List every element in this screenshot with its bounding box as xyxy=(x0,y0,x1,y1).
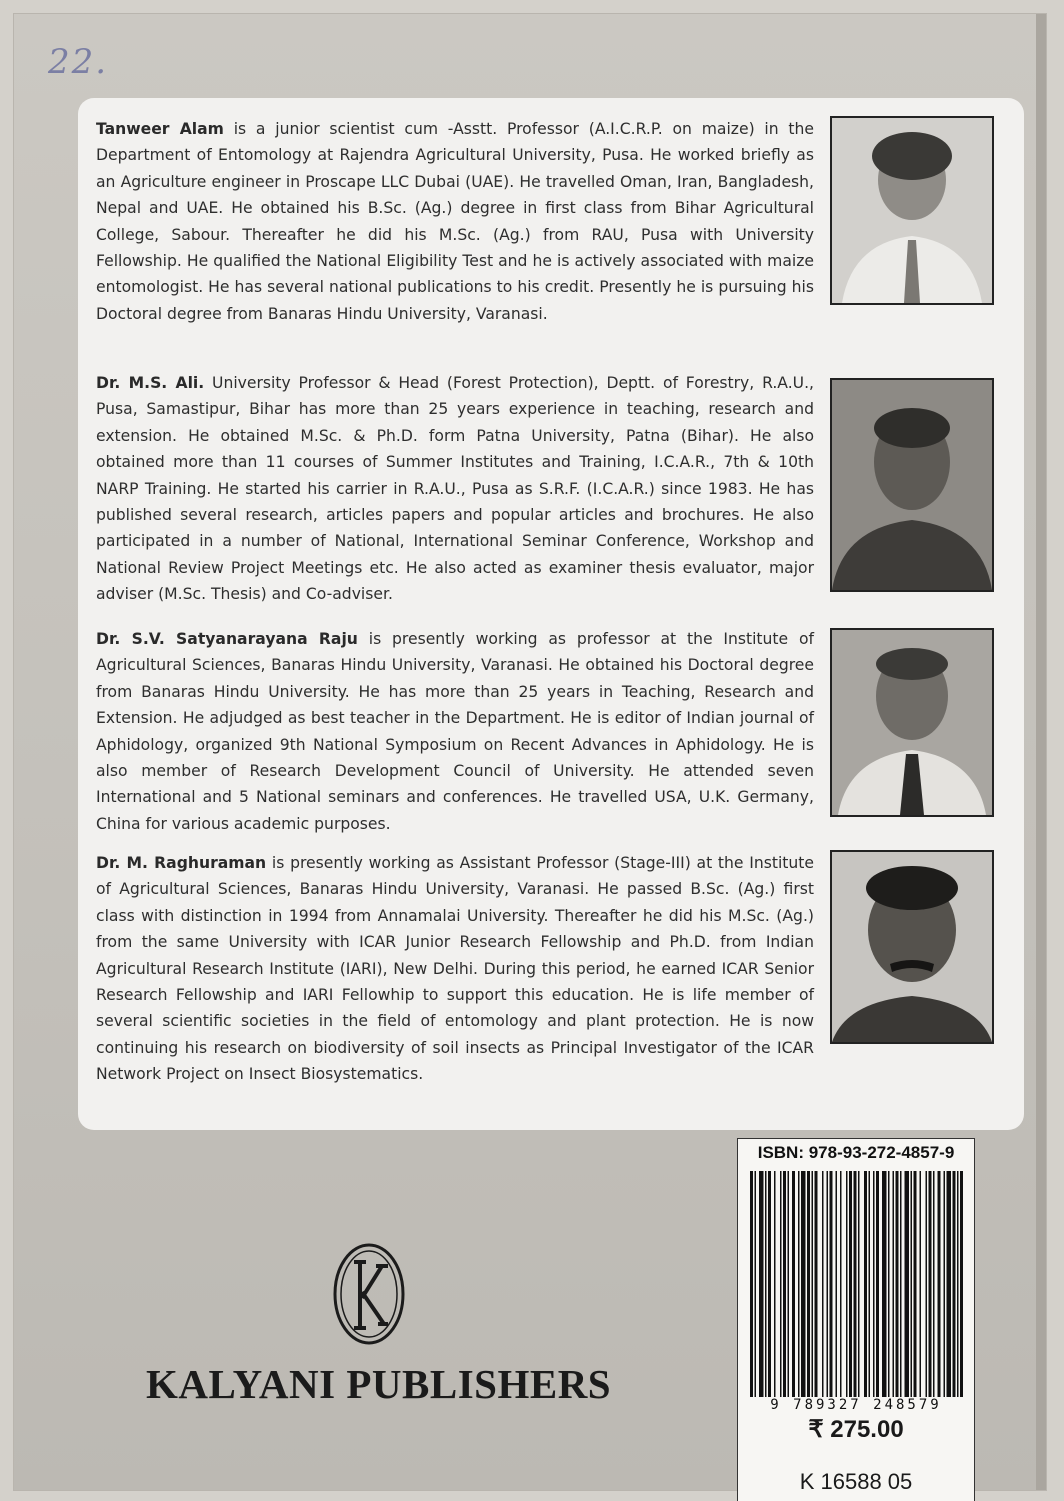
barcode-bar xyxy=(864,1171,867,1401)
barcode-bar xyxy=(774,1171,776,1401)
barcode-bar xyxy=(893,1171,895,1401)
barcode-bar xyxy=(882,1171,887,1401)
barcode-bar xyxy=(792,1171,795,1401)
barcode-bar xyxy=(854,1171,857,1401)
barcode-bar xyxy=(840,1171,842,1401)
barcode-bar xyxy=(905,1171,910,1401)
author-name: Tanweer Alam xyxy=(96,120,224,138)
barcode-bar xyxy=(914,1171,917,1401)
barcode-bar xyxy=(900,1171,902,1401)
barcode-bar xyxy=(759,1171,764,1401)
author-name: Dr. M.S. Ali. xyxy=(96,374,205,392)
isbn-label: ISBN: 978-93-272-4857-9 xyxy=(757,1143,955,1162)
logo-text: KP xyxy=(368,1302,370,1303)
barcode-digits: 9 789327 248579 xyxy=(742,1397,970,1413)
barcode-bar xyxy=(947,1171,952,1401)
author-bio-1 xyxy=(96,116,814,327)
barcode-bar xyxy=(755,1171,757,1401)
barcode-bar xyxy=(933,1171,935,1401)
portrait-icon xyxy=(832,380,992,590)
author-photo-4 xyxy=(830,850,994,1044)
author-name: Dr. S.V. Satyanarayana Raju xyxy=(96,630,358,648)
author-bio-2 xyxy=(96,370,814,608)
publisher-name: KALYANI PUBLISHERS xyxy=(146,1361,612,1407)
barcode-bar xyxy=(888,1171,890,1401)
barcode-bar xyxy=(822,1171,824,1401)
barcode-bar xyxy=(750,1171,753,1401)
barcode-bar xyxy=(783,1171,786,1401)
author-photo-3 xyxy=(830,628,994,817)
barcode-bar xyxy=(869,1171,871,1401)
barcode-bar xyxy=(849,1171,852,1401)
author-bio-text: is presently working as Assistant Professor (Stage-III) at the Institute of Agricultural Sciences, Banaras Hindu University, Varanasi. He passed B.Sc. (Ag.) first class with distinction in 1994 from Annamalai University. Thereafter he did his M.Sc. (Ag.) from the same University with ICAR Junior Research Fellowship and Ph.D. from Indian Agricultural Research Institute (IARI), New Delhi. During this period, he earned ICAR Senior Research Fellowship and IARI Fellowhip to support this education. He is life member of several scientific societies in the field of entomology and plant protection. He is now continuing his research on biodiversity of soil insects as Principal Investigator of the ICAR Network Project on Insect Biosystematics. xyxy=(96,854,814,1084)
barcode-bar xyxy=(846,1171,848,1401)
barcode-bar xyxy=(836,1171,838,1401)
barcode-bar xyxy=(876,1171,879,1401)
barcode-bar xyxy=(827,1171,829,1401)
author-name: Dr. M. Raghuraman xyxy=(96,854,267,872)
book-code: K 16588 05 xyxy=(799,1469,913,1494)
barcode-bar xyxy=(765,1171,767,1401)
barcode-bar xyxy=(929,1171,932,1401)
handwritten-note: 22. xyxy=(48,42,109,82)
author-bio-text: University Professor & Head (Forest Protection), Deptt. of Forestry, R.A.U., Pusa, Samastipur, Bihar has more than 25 years experience in teaching, research and extension. He obtained M.Sc. & Ph.D. form Patna University, Patna (Bihar). He also obtained more than 11 courses of Summer Institutes and Training, I.C.A.R., 7th & 10th NARP Training. He started his carrier in R.A.U., Pusa as S.R.F. (I.C.A.R.) since 1983. He has published several research, articles papers and popular articles and brochures. He also participated in a number of National, International Seminar Conference, Workshop and National Review Project Meetings etc. He also acted as examiner thesis evaluator, major adviser (M.Sc. Thesis) and Co-adviser. xyxy=(96,374,814,604)
author-photo-1 xyxy=(830,116,994,305)
author-photo-2 xyxy=(830,378,994,592)
barcode-bar xyxy=(768,1171,771,1401)
portrait-icon xyxy=(832,852,992,1042)
publisher-logo-icon xyxy=(332,1242,406,1346)
barcode-bar xyxy=(873,1171,875,1401)
price: ₹ 275.00 xyxy=(808,1416,904,1443)
barcode-bar xyxy=(830,1171,833,1401)
barcode-bar xyxy=(944,1171,946,1401)
barcode-bar xyxy=(896,1171,899,1401)
barcode-bar xyxy=(798,1171,800,1401)
barcode-bar xyxy=(938,1171,941,1401)
barcode-bar xyxy=(815,1171,818,1401)
author-bio-text: is presently working as professor at the Institute of Agricultural Sciences, Banaras Hindu University, Varanasi. He obtained his Doctoral degree from Banaras Hindu University. He has more than 25 years in Teaching, Research and Extension. He adjudged as best teacher in the Department. He is editor of Indian journal of Aphidology, organized 9th National Symposium on Recent Advances in Aphidology. He is also member of Research Development Council of University. He attended seven International and 5 National seminars and conferences. He travelled USA, U.K. Germany, China for various academic purposes. xyxy=(96,630,814,833)
portrait-icon xyxy=(832,118,992,303)
barcode-bar xyxy=(960,1171,963,1401)
author-bio-4 xyxy=(96,850,814,1088)
author-bio-3 xyxy=(96,626,814,837)
isbn-price-box xyxy=(737,1138,975,1501)
barcode-bar xyxy=(953,1171,956,1401)
barcode-bar xyxy=(801,1171,806,1401)
author-bio-text: is a junior scientist cum -Asstt. Professor (A.I.C.R.P. on maize) in the Department of Entomology at Rajendra Agricultural University, Pusa. He worked briefly as an Agriculture engineer in Proscape LLC Dubai (UAE). He travelled Oman, Iran, Bangladesh, Nepal and UAE. He obtained his B.Sc. (Ag.) degree in first class from Bihar Agricultural College, Sabour. Thereafter he did his M.Sc. (Ag.) from RAU, Pusa with University Fellowship. He qualified the National Eligibility Test and he is actively associated with maize entomologist. He has several national publications to his credit. Presently he is pursuing his Doctoral degree from Banaras Hindu University, Varanasi. xyxy=(96,120,814,323)
barcode-icon xyxy=(748,1171,964,1401)
barcode-bar xyxy=(920,1171,922,1401)
barcode-bar xyxy=(788,1171,790,1401)
barcode-bar xyxy=(957,1171,959,1401)
barcode-bar xyxy=(926,1171,928,1401)
portrait-icon xyxy=(832,630,992,815)
author-bios-panel xyxy=(78,98,1024,1130)
barcode-bar xyxy=(780,1171,782,1401)
barcode-bar xyxy=(858,1171,860,1401)
barcode-bar xyxy=(812,1171,814,1401)
barcode-bar xyxy=(911,1171,913,1401)
barcode-bar xyxy=(807,1171,810,1401)
